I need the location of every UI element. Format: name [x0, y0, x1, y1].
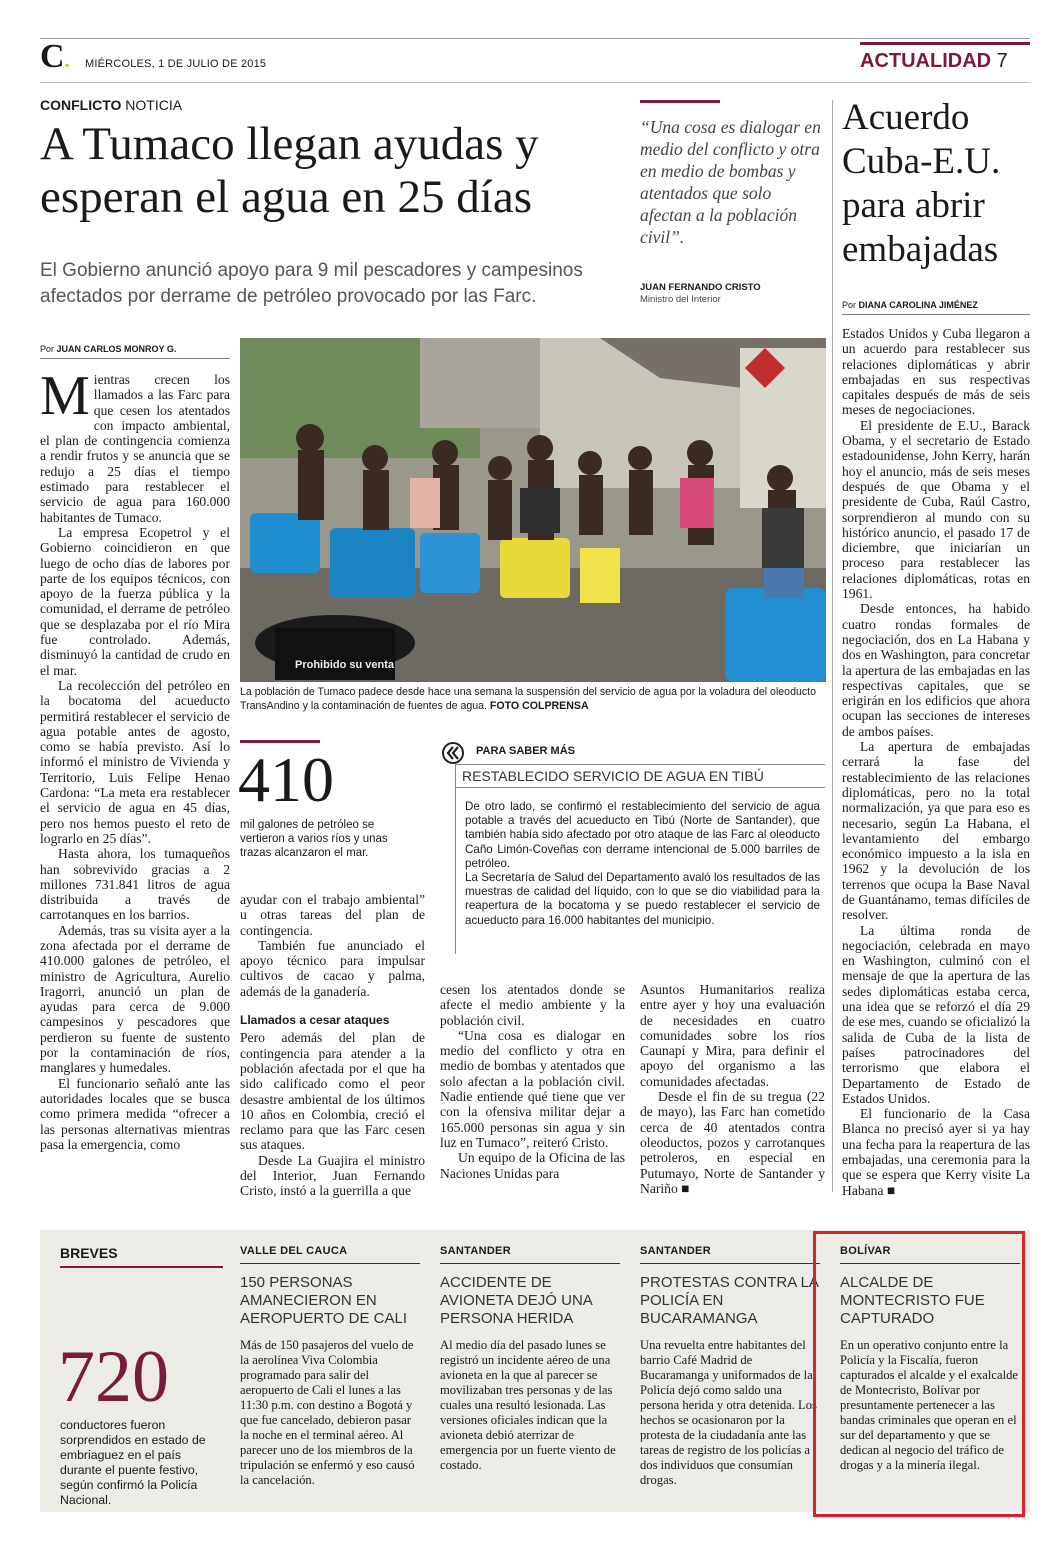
- brief-location: VALLE DEL CAUCA: [240, 1245, 348, 1257]
- brief-location: BOLÍVAR: [840, 1245, 891, 1257]
- paragraph: El presidente de E.U., Barack Obama, y el secretario de Estado estadounidense, John Kerry, harán hoy el anuncio, más de seis meses después de que Obama y el presidente de Cuba, Raúl Castro, sorprendieron al mundo con su histórico anuncio, el pasado 17 de diciembre, que iniciarían un proceso para restablecer las relaciones diplomáticas, rotas en 1961.: [842, 417, 1030, 602]
- paragraph: El funcionario señaló ante las autoridades locales que se busca como primera medida “ofrecer a las personas alternativas mientras pasa la emergencia, como: [40, 1075, 230, 1152]
- paragraph: La empresa Ecopetrol y el Gobierno coincidieron en que luego de ocho días de labores por parte de los equipos técnicos, con apoyo de la fuerza pública y la comunidad, el derrame de petróleo que se desplazaba por el río Mira fue controlado. Además, disminuyó la cantidad de crudo en el mar.: [40, 524, 230, 678]
- double-chevron-icon: [442, 742, 464, 764]
- right-byline-rule: [842, 314, 1030, 315]
- column-rule: [832, 100, 833, 1192]
- paragraph: ientras crecen los llamados a las Farc para que cesen los atentados con impacto ambiental, el plan de contingencia comienza a rendir frutos y se anuncia que se redujo a 25 días el tiempo estimado para restablecer el servicio de agua para 160.000 habitantes de Tumaco.: [40, 372, 230, 525]
- news-photo: [240, 338, 826, 682]
- brief-title: PROTESTAS CONTRA LA POLICÍA EN BUCARAMANGA: [640, 1274, 819, 1327]
- brief-title: ACCIDENTE DE AVIONETA DEJÓ UNA PERSONA HERIDA: [440, 1274, 592, 1327]
- article-col-1: [40, 365, 230, 1152]
- paragraph: Además, tras su visita ayer a la zona afectada por el derrame de 410.000 galones de petróleo, el ministro de Agricultura, Aurelio Iragorri, anunció un plan de ayudas para cerca de 9.000 campesinos y pescadores que perdieron su fuente de sustento por la contaminación de ríos, manglares y humedales.: [40, 922, 230, 1076]
- subhead: Llamados a cesar ataques: [240, 1013, 390, 1028]
- right-byline: Por DIANA CAROLINA JIMÉNEZ: [842, 300, 978, 310]
- sidebar-paragraph: La Secretaría de Salud del Departamento avaló los resultados de las muestras de calidad del líquido, con lo que se dio viabilidad para la reapertura de la bocatoma y se puedo restablecer el servicio de acueducto para 16.000 habitantes del municipio.: [465, 871, 820, 927]
- sidebar-paragraph: De otro lado, se confirmó el restablecimiento del servicio de agua potable a través del acueducto en Tibú (Norte de Santander), que también había sido afectado por otro ataque de las Farc al oleoducto Caño Limón-Coveñas con derrame intencional de 5.000 barriles de petróleo.: [465, 800, 820, 870]
- stat-bar: [240, 740, 320, 743]
- paragraph: La recolección del petróleo en la bocatoma del acueducto permitirá restablecer el servicio de agua potable antes de agosto, como se había previsto. Así lo informó el ministro de Vivienda y Territorio, Luis Felipe Henao Cardona: “La meta era restablecer el servicio de agua en 45 días, pero nos hemos puesto el reto de lograrlo en 25 días”.: [40, 677, 230, 846]
- paragraph: Desde La Guajira el ministro del Interior, Juan Fernando Cristo, instó a la guerrilla a que: [240, 1152, 425, 1199]
- paragraph: El funcionario de la Casa Blanca no precisó ayer si ya hay una fecha para la reapertura de las embajadas, una ceremonia para la que se espera que Kerry visite La Habana: [842, 1106, 1030, 1198]
- paragraph: cesen los atentados donde se afecte el medio ambiente y la población civil.: [440, 982, 625, 1028]
- paragraph: “Una cosa es dialogar en medio del conflicto y otra en medio de bombas y atentados que solo afectan a la población civil. Nadie entiende qué tiene que ver con la ofensiva militar dejar a 165.000 personas sin agua y sin luz en Tumaco”, reiteró Cristo.: [440, 1027, 625, 1150]
- paragraph: Hasta ahora, los tumaqueños han sobrevivido gracias a 2 millones 731.841 litros de agua distribuida a través de carrotanques en los barrios.: [40, 846, 230, 923]
- brief-body: Al medio día del pasado lunes se registró un incidente aéreo de una avioneta en la que al parecer se movilizaban tres personas y de las cuales una resultó lesionada. Las versiones oficiales indican que la avioneta debió aterrizar de emergencia por un fuerte viento de costado.: [440, 1338, 616, 1472]
- byline-rule: [40, 358, 230, 359]
- breves-bar: [60, 1266, 223, 1268]
- photo-caption: La población de Tumaco padece desde hace una semana la suspensión del servicio de agua por la voladura del oleoducto TransAndino y la contaminación de fuentes de agua. FOTO COLPRENSA: [240, 686, 816, 712]
- breves-label: BREVES: [60, 1245, 118, 1261]
- sidebar-rule: [455, 764, 825, 765]
- stat-number: 410: [238, 744, 334, 815]
- header-rule: [40, 82, 1030, 83]
- drop-cap: M: [40, 365, 90, 427]
- article-col-2: [240, 892, 425, 1199]
- article-col-3: [440, 982, 625, 1181]
- brief-location: SANTANDER: [440, 1245, 511, 1257]
- brief-item: [440, 1245, 620, 1473]
- main-byline: Por JUAN CARLOS MONROY G.: [40, 344, 177, 354]
- brief-location: SANTANDER: [640, 1245, 711, 1257]
- quote-author: JUAN FERNANDO CRISTO: [640, 282, 761, 293]
- paragraph: Un equipo de la Oficina de las Naciones Unidas para: [440, 1150, 625, 1181]
- sidebar-text: [465, 800, 820, 928]
- paragraph: Pero además del plan de contingencia para atender a la población afectada por el que ha sido calificado como el peor desastre ambiental de los últimos 10 años en Colombia, creció el reclamo para que las Farc cesen sus ataques.: [240, 1030, 425, 1153]
- photo-bucket-sign: Prohibido su venta: [295, 659, 395, 671]
- sidebar-rule-2: [455, 787, 825, 788]
- article-col-4: [640, 982, 825, 1196]
- end-mark-icon: ■: [681, 1180, 690, 1196]
- brief-rule: [240, 1263, 420, 1264]
- brief-item-highlighted: [840, 1245, 1020, 1473]
- photo-illustration: [240, 338, 826, 682]
- kicker: CONFLICTO NOTICIA: [40, 97, 183, 113]
- right-article: [842, 326, 1030, 1198]
- sidebar-label: PARA SABER MÁS: [476, 745, 576, 757]
- paragraph: ayudar con el trabajo ambiental” u otras tareas del plan de contingencia.: [240, 892, 425, 938]
- paragraph: Estados Unidos y Cuba llegaron a un acuerdo para restablecer sus relaciones diplomáticas y abrir embajadas en sus respectivas capitales después de más de seis meses de negociaciones.: [842, 326, 1030, 418]
- paragraph: La apertura de embajadas cerrará la fase del restablecimiento de las relaciones diplomáticas, pero no la total normalización, ya que para eso es necesario, según La Habana, el levantamiento del embargo económico impuesto a la isla en 1962 y la devolución de los terrenos que ocupa la Base Naval de Guantánamo, temas difíciles de resolver.: [842, 739, 1030, 923]
- paragraph: La última ronda de negociación, celebrada en mayo en Washington, culminó con el mensaje de que la apertura de las sedes diplomáticas estaba cerca, una idea que se reforzó el día 29 de ese mes, cuando se oficializó la salida de Cuba de la lista de países patrocinadores del terrorismo que elabora el Departamento de Estado de Estados Unidos.: [842, 922, 1030, 1106]
- end-mark-icon: ■: [886, 1182, 896, 1198]
- main-subhead: El Gobierno anunció apoyo para 9 mil pescadores y campesinos afectados por derrame de petróleo provocado por las Farc.: [40, 260, 583, 307]
- paragraph: Desde el fin de su tregua (22 de mayo), las Farc han cometido cerca de 40 atentados contra oleoductos, pozos y carrotanques petroleros, en especial en Putumayo, Norte de Santander y Nariño: [640, 1089, 825, 1196]
- brief-body: Más de 150 pasajeros del vuelo de la aerolínea Viva Colombia programado para salir del aeropuerto de Cali el lunes a las 11:30 p.m. con destino a Bogotá y que fue cancelado, debieron pasar la noche en el terminal aéreo. Al parecer uno de los miembros de la tripulación se enfermó y eso causó la cancelación.: [240, 1338, 415, 1487]
- top-rule: [40, 38, 1030, 39]
- sidebar-title: RESTABLECIDO SERVICIO DE AGUA EN TIBÚ: [462, 768, 764, 784]
- quote-role: Ministro del Interior: [640, 294, 721, 305]
- brief-item: [240, 1245, 420, 1488]
- brief-rule: [840, 1263, 1020, 1264]
- paragraph: Asuntos Humanitarios realiza entre ayer y hoy una evaluación de necesidades en cuatro comunidades sobre los ríos Caunapí y Mira, para definir el apoyo del organismo a las comunidades afectadas.: [640, 982, 825, 1089]
- right-headline: Acuerdo Cuba-E.U. para abrir embajadas: [842, 97, 1001, 270]
- brief-body: En un operativo conjunto entre la Policía y la Fiscalía, fueron capturados el alcalde y el exalcalde de Montecristo, Bolívar por presuntamente pertenecer a las bandas criminales que operan en el sur del departamento y que se dedican al negocio del tráfico de drogas y a la minería ilegal.: [840, 1338, 1018, 1472]
- pull-quote: “Una cosa es dialogar en medio del conflicto y otra en medio de bombas y atentados que solo afectan a la población civil”.: [640, 117, 821, 247]
- brief-title: ALCALDE DE MONTECRISTO FUE CAPTURADO: [840, 1274, 985, 1327]
- brief-title: 150 PERSONAS AMANECIERON EN AEROPUERTO DE CALI: [240, 1274, 407, 1327]
- brief-body: Una revuelta entre habitantes del barrio Café Madrid de Bucaramanga y uniformados de la Policía dejó como saldo una persona herida y otra detenida. Los hechos se ocasionaron por la protesta de la ciudadanía ante las tareas de registro de los policías a dos individuos que consumían drogas.: [640, 1338, 817, 1487]
- section-bar: [860, 42, 1030, 45]
- breves-stat-text: conductores fueron sorprendidos en estado de embriaguez en el país durante el puente festivo, según confirmó la Policía Nacional.: [60, 1418, 206, 1507]
- paragraph: También fue anunciado el apoyo técnico para impulsar cultivos de cacao y palma, además de la ganadería.: [240, 937, 425, 999]
- brief-item: [640, 1245, 820, 1488]
- stat-text: mil galones de petróleo se vertieron a varios ríos y unas trazas alcanzaron el mar.: [240, 819, 388, 859]
- breves-stat-number: 720: [58, 1336, 169, 1418]
- brief-rule: [440, 1263, 620, 1264]
- logo: C.: [40, 38, 70, 75]
- quote-bar: [640, 100, 720, 103]
- paragraph: Desde entonces, ha habido cuatro rondas formales de negociación, dos en La Habana y dos en Washington, para concretar la apertura de las embajadas en las respectivas capitales, que se erigirán en los edificios que ahora ocupan las secciones de intereses de ambos países.: [842, 601, 1030, 739]
- main-headline: A Tumaco llegan ayudas y esperan el agua en 25 días: [40, 118, 539, 223]
- issue-date: MIÉRCOLES, 1 DE JULIO DE 2015: [85, 58, 267, 70]
- section-title: ACTUALIDAD 7: [860, 50, 1008, 72]
- brief-rule: [640, 1263, 820, 1264]
- sidebar-left-rule: [455, 764, 456, 954]
